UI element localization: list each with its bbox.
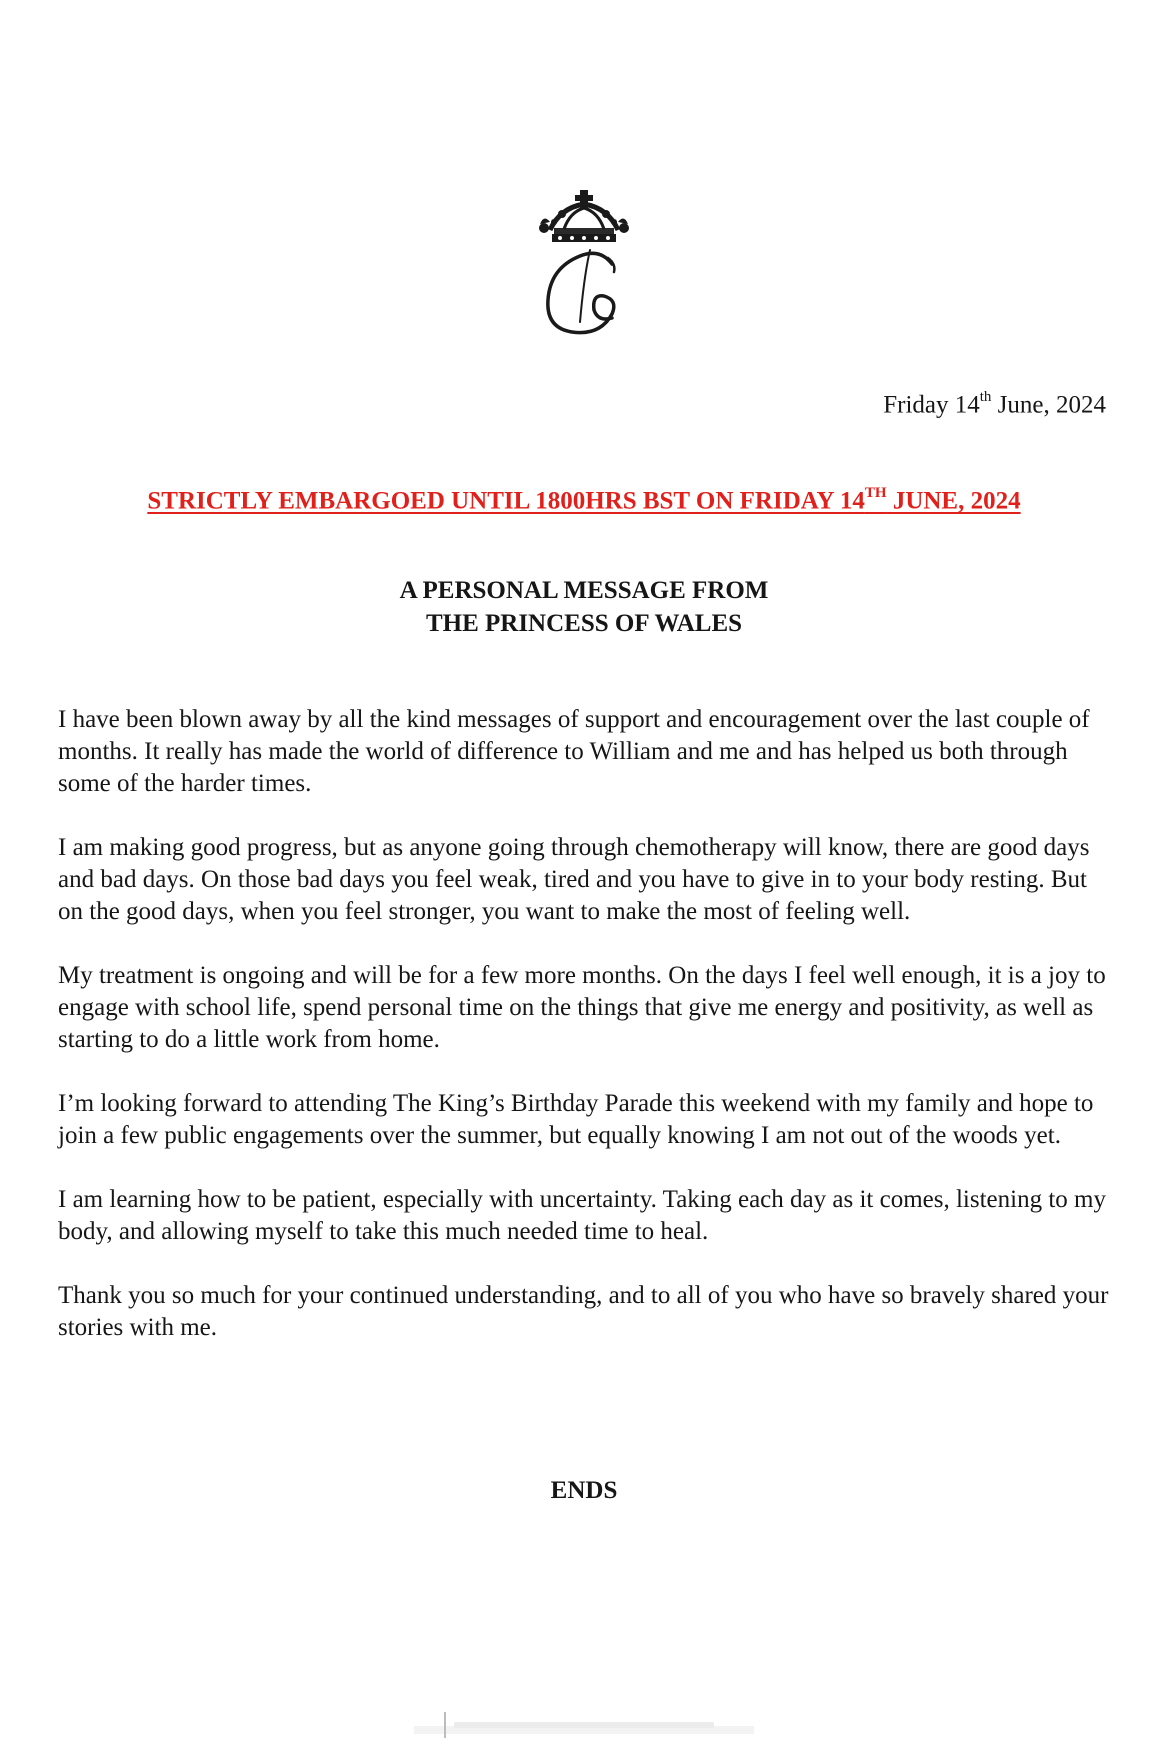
date-rest: June, 2024 (991, 391, 1106, 419)
embargo-sup: TH (864, 485, 887, 501)
title-line-2: THE PRINCESS OF WALES (425, 610, 743, 637)
paragraph: I am learning how to be patient, especially with uncertainty. Taking each day as it comes, listening to my body, and allowing myself to take this much needed time to heal. (58, 1186, 1106, 1245)
embargo-rest: JUNE, 2024 (886, 487, 1021, 515)
paragraph: I have been blown away by all the kind messages of support and encouragement over the last couple of months. It really has made the world of difference to William and me and has helped us both through some of the harder times. (58, 706, 1090, 797)
scan-artifact (414, 1706, 754, 1746)
date-suffix: th (979, 389, 992, 405)
message-body (58, 704, 1118, 1376)
paragraph: Thank you so much for your continued understanding, and to all of you who have so bravely shared your stories with me. (58, 1282, 1109, 1341)
embargo-notice (0, 478, 1168, 518)
paragraph: I’m looking forward to attending The King’s Birthday Parade this weekend with my family and hope to join a few public engagements over the summer, but equally knowing I am not out of the woods yet. (58, 1090, 1094, 1149)
paragraph: My treatment is ongoing and will be for a few more months. On the days I feel well enough, it is a joy to engage with school life, spend personal time on the things that give me energy and positivity, as well as starting to do a little work from home. (58, 962, 1106, 1053)
paragraph: I am making good progress, but as anyone going through chemotherapy will know, there are good days and bad days. On those bad days you feel weak, tired and you have to give in to your body resting. But on the good days, when you feel stronger, you want to make the most of feeling well. (58, 834, 1090, 925)
date-prefix: Friday 14 (883, 391, 980, 419)
release-date (883, 382, 1106, 422)
embargo-prefix: STRICTLY EMBARGOED UNTIL 1800HRS BST ON FRIDAY 14 (147, 487, 865, 515)
title-line-1: A PERSONAL MESSAGE FROM (399, 577, 769, 604)
closing-ends: ENDS (550, 1477, 618, 1504)
document-title (0, 574, 1168, 640)
royal-cypher-crest-icon (520, 172, 648, 347)
